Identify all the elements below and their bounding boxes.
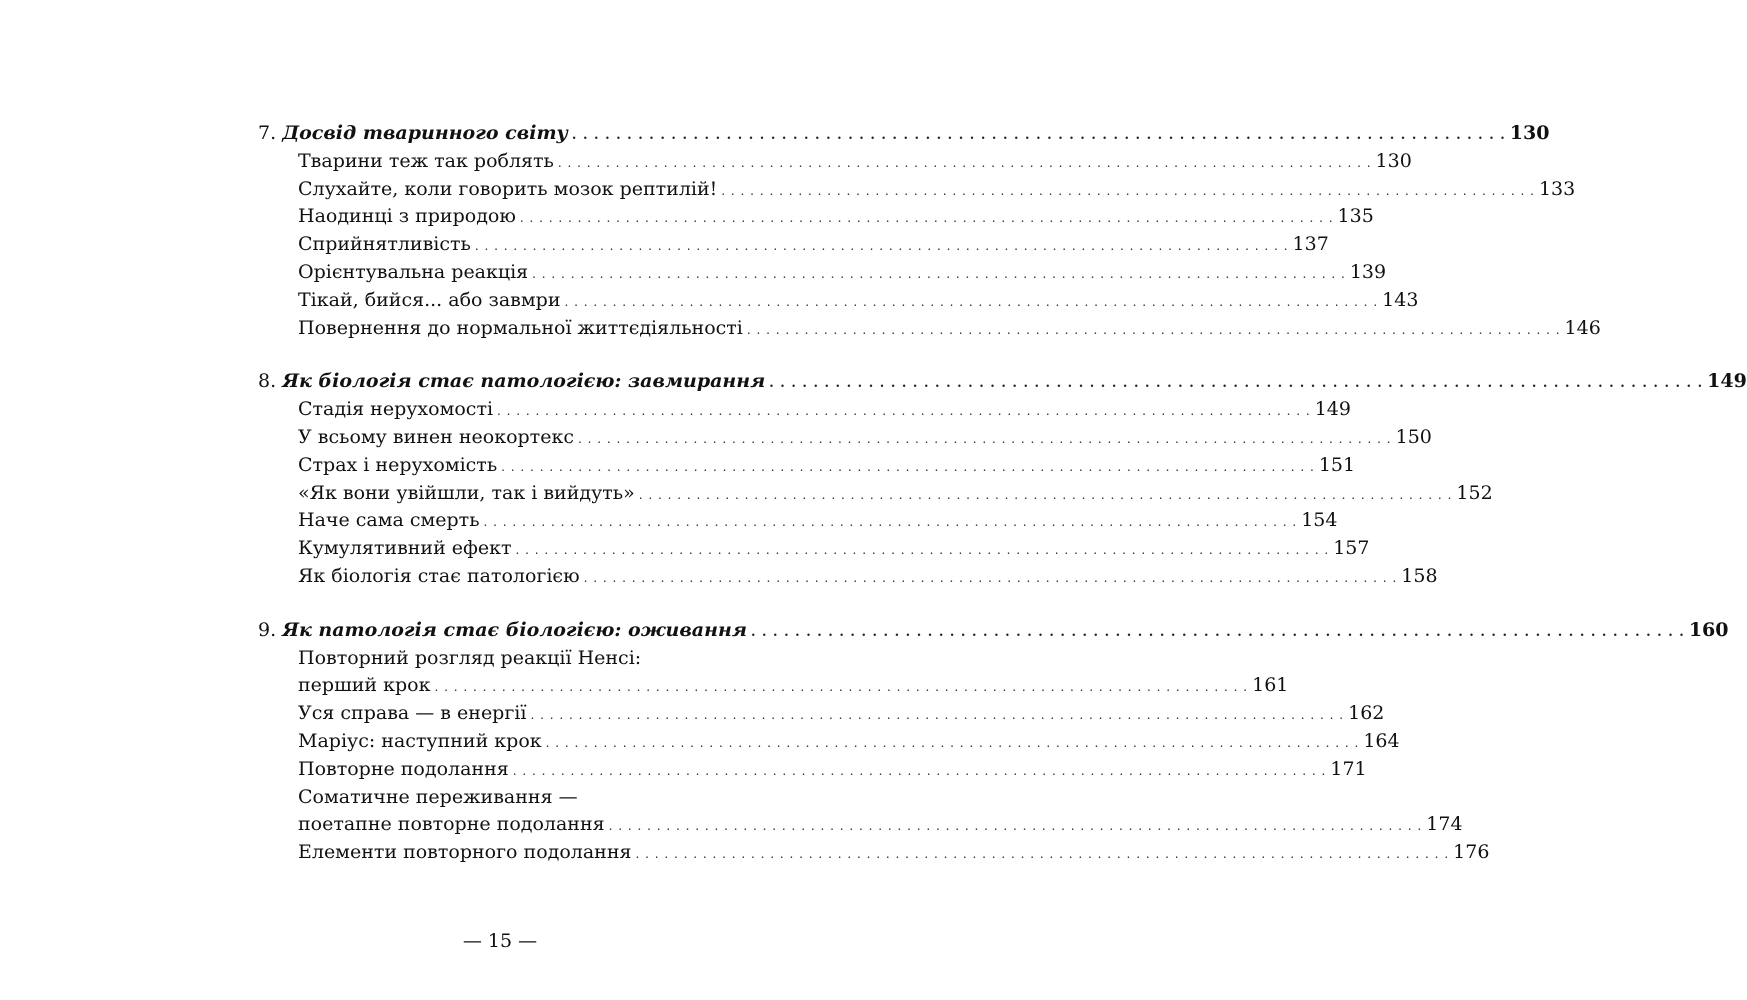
toc-entry bbox=[258, 672, 1289, 700]
toc-entry bbox=[258, 535, 1370, 563]
entry-page: 157 bbox=[1333, 537, 1370, 560]
entry-title: Сприйнятливість bbox=[298, 233, 471, 256]
toc-entry bbox=[258, 700, 1385, 728]
chapter-page: 149 bbox=[1707, 370, 1747, 393]
chapter-8 bbox=[258, 368, 1747, 590]
entry-title: Повторне подолання bbox=[298, 757, 509, 780]
entry-title: У всьому винен неокортекс bbox=[298, 425, 574, 448]
toc-entry bbox=[258, 148, 1412, 176]
entry-page: 150 bbox=[1395, 425, 1432, 448]
dot-leader bbox=[609, 813, 1423, 841]
entry-page: 130 bbox=[1375, 149, 1412, 172]
dot-leader bbox=[572, 122, 1506, 150]
entry-page: 139 bbox=[1349, 260, 1387, 283]
entry-title: Уся справа — в енергії bbox=[298, 702, 527, 725]
chapter-7 bbox=[258, 120, 1601, 342]
toc-entry bbox=[258, 287, 1419, 315]
entry-title: Маріус: наступний крок bbox=[298, 729, 542, 752]
dot-leader bbox=[578, 426, 1392, 454]
entry-page: 174 bbox=[1426, 813, 1463, 836]
chapter-9 bbox=[258, 617, 1729, 867]
entry-page: 137 bbox=[1292, 233, 1329, 256]
toc-entry bbox=[258, 480, 1493, 508]
dot-leader bbox=[564, 289, 1378, 317]
dot-leader bbox=[747, 317, 1561, 345]
dot-leader bbox=[546, 730, 1360, 758]
toc-entry bbox=[258, 315, 1601, 343]
dot-leader bbox=[635, 841, 1449, 869]
entry-title: «Як вони увійшли, так і вийдуть» bbox=[298, 481, 635, 504]
entry-page: 143 bbox=[1382, 288, 1419, 311]
toc-entry bbox=[258, 452, 1356, 480]
dot-leader bbox=[751, 619, 1685, 647]
entry-title: поетапне повторне подолання bbox=[298, 813, 605, 836]
toc-entry bbox=[258, 728, 1400, 756]
dot-leader bbox=[584, 565, 1398, 593]
toc-entry bbox=[258, 231, 1329, 259]
chapter-page: 130 bbox=[1509, 122, 1550, 144]
entry-page: 162 bbox=[1348, 702, 1385, 725]
chapter-number: 9. bbox=[258, 618, 277, 641]
entry-page: 171 bbox=[1330, 757, 1367, 780]
dot-leader bbox=[497, 398, 1311, 426]
toc-entry bbox=[258, 396, 1351, 424]
entry-page: 164 bbox=[1363, 729, 1400, 752]
chapter-heading bbox=[258, 617, 1729, 645]
dot-leader bbox=[532, 261, 1346, 289]
entry-title-line1: Повторний розгляд реакції Ненсі: bbox=[298, 646, 642, 669]
dot-leader bbox=[721, 178, 1535, 206]
toc-entry bbox=[258, 176, 1576, 204]
entry-page: 158 bbox=[1401, 564, 1438, 587]
entry-title-line1: Соматичне переживання — bbox=[298, 785, 578, 808]
entry-title: перший крок bbox=[298, 674, 431, 697]
entry-title: Тікай, бийся... або завмри bbox=[298, 288, 561, 311]
chapter-number: 8. bbox=[258, 370, 277, 393]
entry-page: 176 bbox=[1453, 841, 1490, 864]
dot-leader bbox=[475, 233, 1289, 261]
entry-title: Елементи повторного подолання bbox=[298, 841, 632, 864]
chapter-number: 7. bbox=[258, 122, 277, 144]
chapter-heading bbox=[258, 120, 1550, 148]
toc-entry bbox=[258, 563, 1438, 591]
dot-leader bbox=[516, 537, 1330, 565]
toc-entry bbox=[258, 507, 1338, 535]
entry-title: Повернення до нормальної життєдіяльності bbox=[298, 316, 743, 339]
dot-leader bbox=[484, 509, 1298, 537]
dot-leader bbox=[501, 454, 1315, 482]
dot-leader bbox=[530, 702, 1344, 730]
chapter-title: Як патологія стає біологією: оживання bbox=[282, 618, 747, 641]
entry-title: Як біологія стає патологією bbox=[298, 564, 580, 587]
chapter-page: 160 bbox=[1688, 618, 1729, 641]
chapter-title: Як біологія стає патологією: завмирання bbox=[282, 370, 766, 393]
table-of-contents bbox=[258, 120, 1747, 893]
toc-entry bbox=[258, 811, 1463, 839]
dot-leader bbox=[434, 674, 1248, 702]
dot-leader bbox=[769, 370, 1703, 398]
entry-title: Наодинці з природою bbox=[298, 205, 516, 228]
entry-title: Орієнтувальна реакція bbox=[298, 260, 529, 283]
chapter-title: Досвід тваринного світу bbox=[282, 122, 568, 144]
entry-title: Наче сама смерть bbox=[298, 509, 480, 532]
entry-title: Кумулятивний ефект bbox=[298, 537, 512, 560]
toc-entry bbox=[258, 756, 1367, 784]
entry-page: 135 bbox=[1337, 205, 1374, 228]
entry-page: 151 bbox=[1318, 453, 1356, 476]
chapter-heading bbox=[258, 368, 1747, 396]
entry-page: 146 bbox=[1564, 316, 1601, 339]
toc-entry bbox=[258, 203, 1374, 231]
dot-leader bbox=[520, 205, 1334, 233]
toc-entry bbox=[258, 259, 1387, 287]
entry-page: 152 bbox=[1456, 481, 1493, 504]
entry-title: Слухайте, коли говорить мозок рептилій! bbox=[298, 177, 718, 200]
dot-leader bbox=[513, 758, 1327, 786]
toc-entry bbox=[258, 839, 1490, 867]
entry-title: Стадія нерухомості bbox=[298, 398, 494, 421]
entry-title: Страх і нерухомість bbox=[298, 453, 498, 476]
entry-title: Тварини теж так роблять bbox=[298, 149, 554, 172]
entry-page: 149 bbox=[1314, 398, 1351, 421]
dot-leader bbox=[639, 482, 1453, 510]
entry-page: 133 bbox=[1538, 177, 1576, 200]
page-number: — 15 — bbox=[462, 930, 538, 952]
entry-page: 154 bbox=[1301, 509, 1338, 532]
toc-entry bbox=[258, 424, 1432, 452]
entry-page: 161 bbox=[1252, 674, 1289, 697]
dot-leader bbox=[558, 150, 1372, 178]
